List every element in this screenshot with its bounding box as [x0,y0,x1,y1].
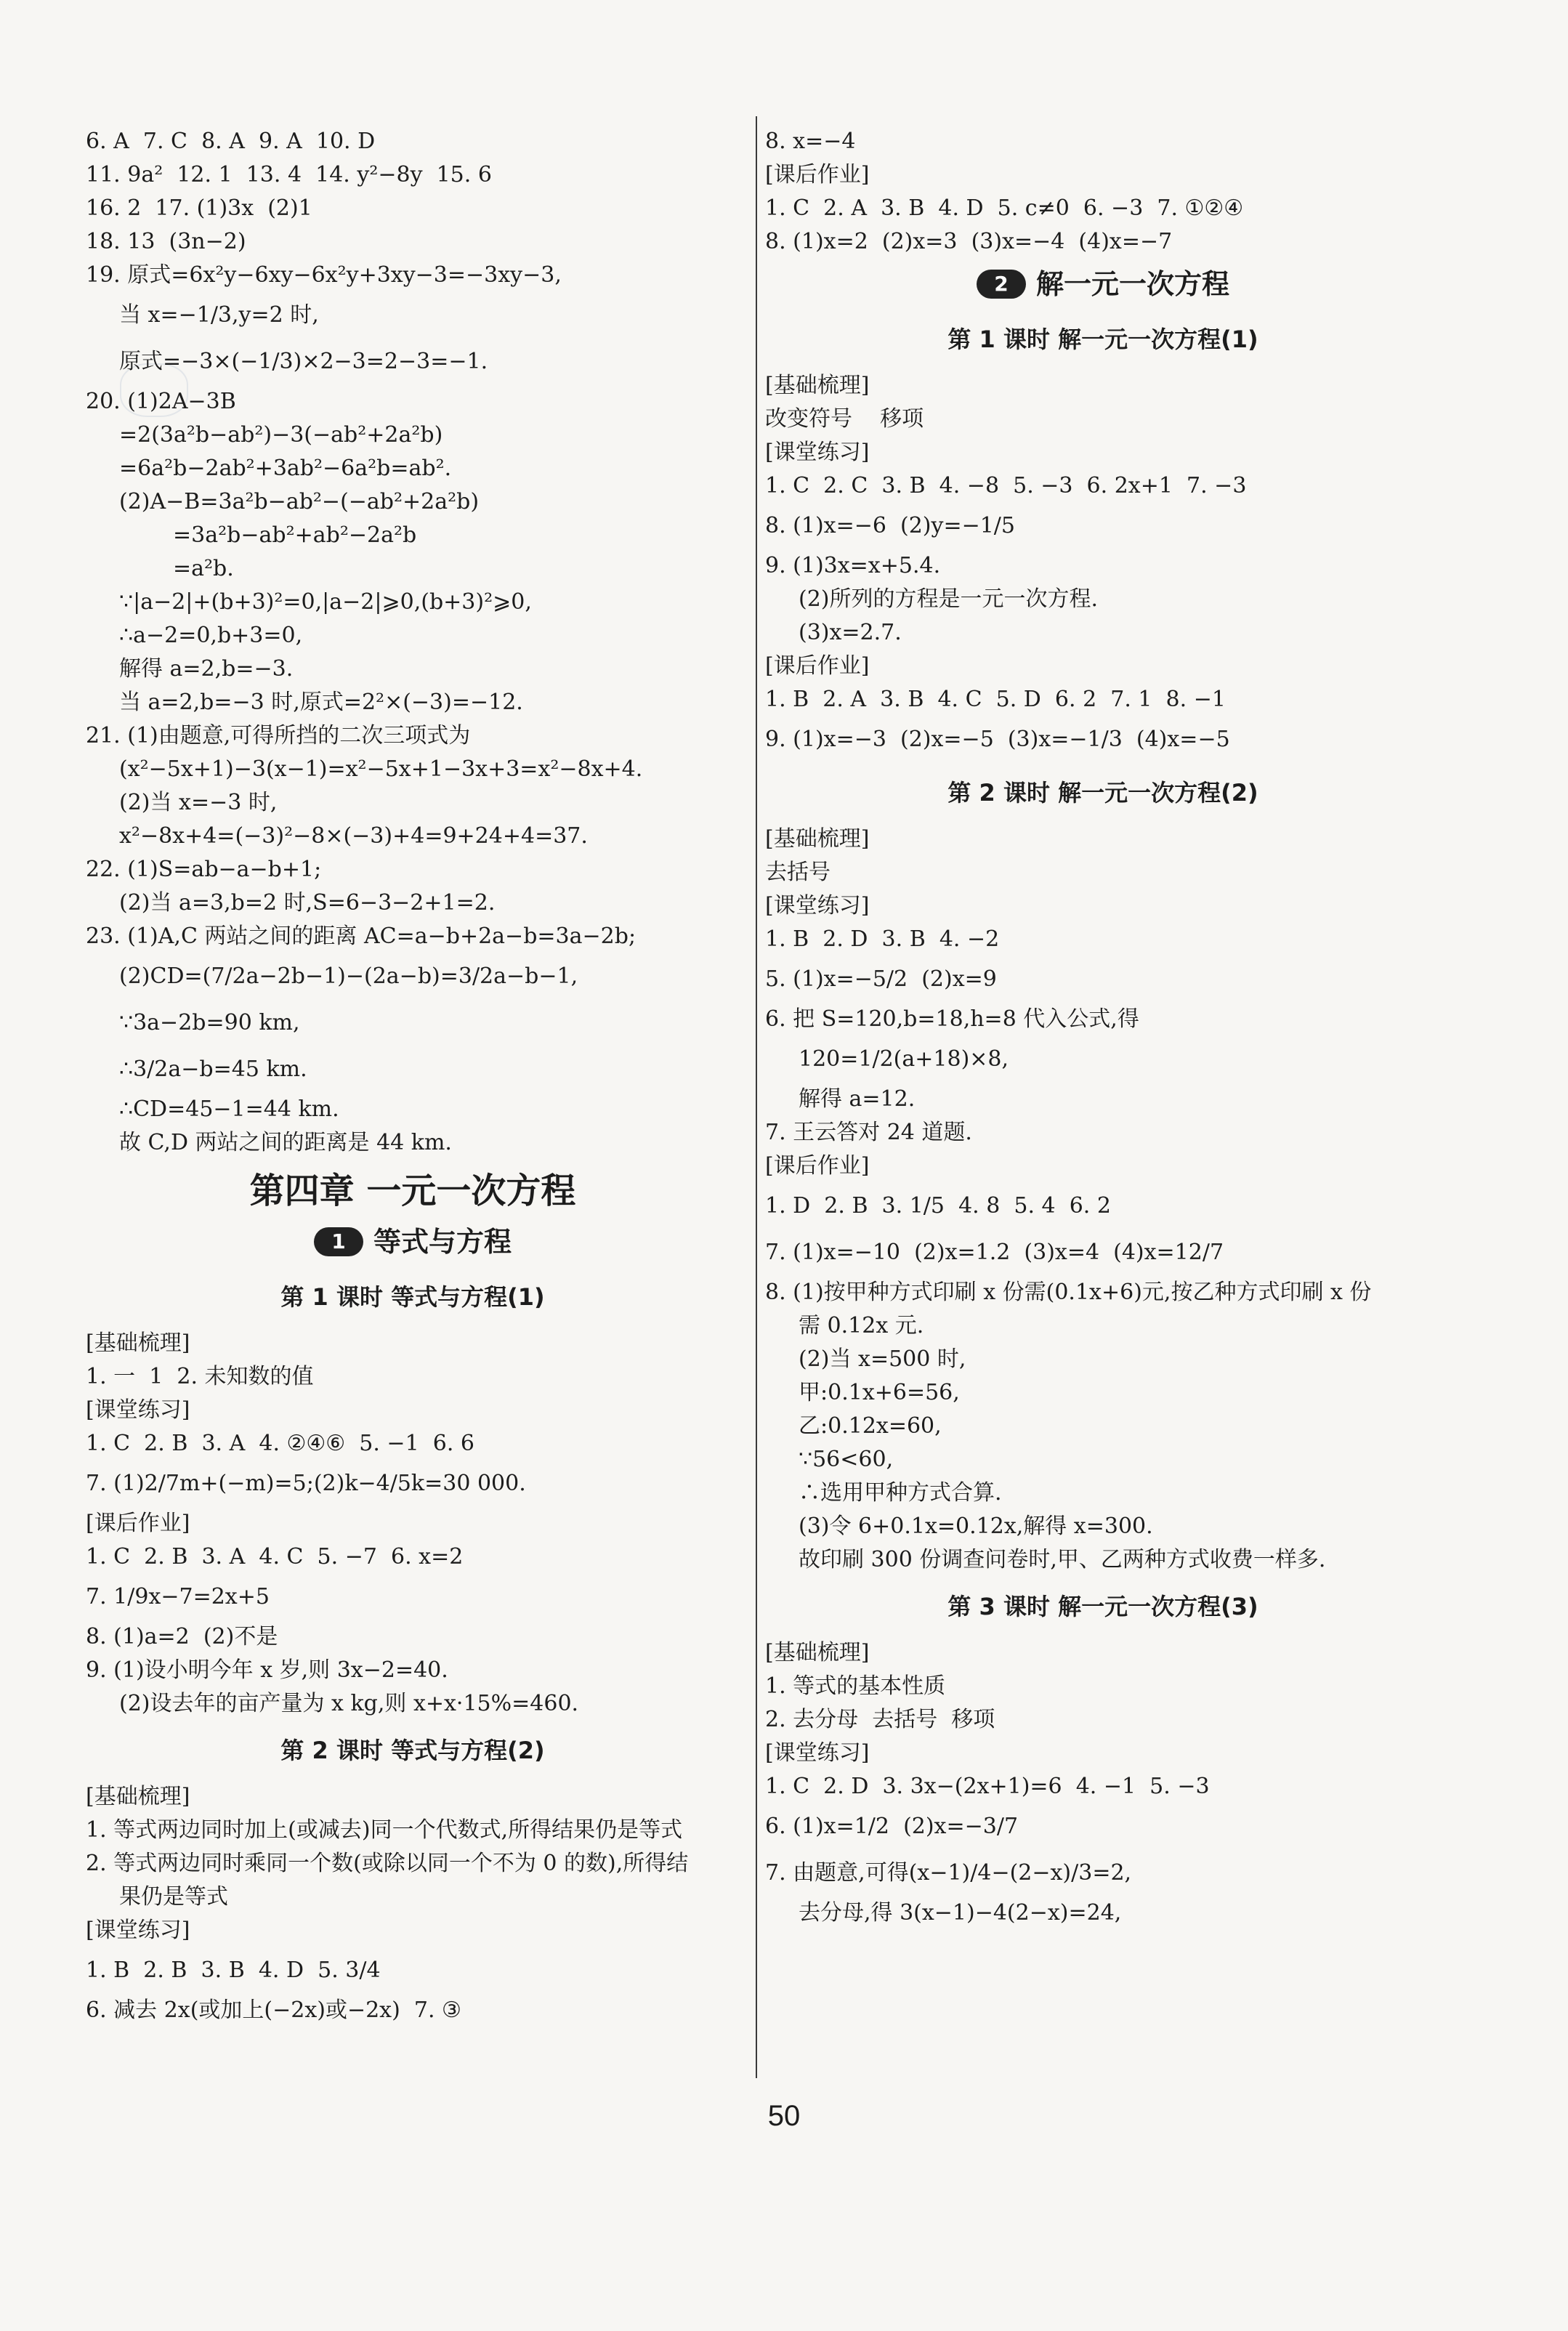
answer-line: ∵56<60, [799,1447,894,1472]
answer-line: 8. x=−4 [765,129,856,154]
answer-line: 6. 减去 2x(或加上(−2x)或−2x) 7. ③ [86,1997,461,2023]
answer-line: 当 x=−1/3,y=2 时, [119,302,319,328]
answer-line: 7. (1)x=−10 (2)x=1.2 (3)x=4 (4)x=12/7 [765,1240,1224,1265]
answer-line: 2. 去分母 去括号 移项 [765,1707,995,1732]
answer-line: 故印刷 300 份调查问卷时,甲、乙两种方式收费一样多. [799,1547,1326,1572]
exercise-tag: [课堂练习] [765,893,870,918]
answer-line: (2)当 x=500 时, [799,1346,966,1372]
exercise-tag: [课堂练习] [765,1740,870,1766]
answer-line: 故 C,D 两站之间的距离是 44 km. [119,1130,452,1155]
answer-line: 去括号 [765,860,831,885]
exercise-tag: [课后作业] [765,162,870,187]
answer-line: 1. D 2. B 3. 1/5 4. 8 5. 4 6. 2 [765,1193,1111,1219]
answer-line: (2)所列的方程是一元一次方程. [799,586,1099,612]
left-column [86,125,740,2027]
answer-line: 8. (1)a=2 (2)不是 [86,1624,278,1649]
section-heading [765,259,1441,310]
exercise-tag: [课堂练习] [86,1397,190,1423]
answer-line: 8. (1)按甲种方式印刷 x 份需(0.1x+6)元,按乙种方式印刷 x 份 [765,1280,1372,1305]
exercise-tag: [基础梳理] [765,373,870,398]
lesson-heading: 第 3 课时 解一元一次方程(3) [947,1593,1258,1620]
answer-line: 1. C 2. C 3. B 4. −8 5. −3 6. 2x+1 7. −3 [765,473,1247,498]
answer-line: (2)当 a=3,b=2 时,S=6−3−2+1=2. [119,890,496,916]
answer-line: =2(3a²b−ab²)−3(−ab²+2a²b) [119,422,443,448]
section-title: 解一元一次方程 [1035,268,1229,300]
column-divider [756,116,757,2078]
answer-line: 9. (1)x=−3 (2)x=−5 (3)x=−1/3 (4)x=−5 [765,727,1230,752]
answer-line: ∵3a−2b=90 km, [119,1010,300,1035]
answer-line: 9. (1)3x=x+5.4. [765,553,941,578]
answer-line: 1. B 2. A 3. B 4. C 5. D 6. 2 7. 1 8. −1 [765,687,1226,712]
answer-line: 22. (1)S=ab−a−b+1; [86,857,322,882]
answer-line: 6. (1)x=1/2 (2)x=−3/7 [765,1814,1019,1839]
answer-line: 20. (1)2A−3B [86,389,236,414]
answer-line: 需 0.12x 元. [799,1313,924,1338]
lesson-heading: 第 2 课时 等式与方程(2) [280,1737,545,1764]
answer-line: (x²−5x+1)−3(x−1)=x²−5x+1−3x+3=x²−8x+4. [119,756,643,782]
lesson-heading: 第 1 课时 等式与方程(1) [280,1283,545,1311]
answer-line: (3)令 6+0.1x=0.12x,解得 x=300. [799,1514,1153,1539]
answer-line: 16. 2 17. (1)3x (2)1 [86,195,312,221]
section-heading [86,1216,740,1267]
answer-line: 19. 原式=6x²y−6xy−6x²y+3xy−3=−3xy−3, [86,262,562,288]
answer-line: 当 a=2,b=−3 时,原式=2²×(−3)=−12. [119,690,523,715]
section-number-badge: 2 [977,270,1026,299]
answer-line: (2)当 x=−3 时, [119,790,278,815]
exercise-tag: [基础梳理] [86,1784,190,1809]
answer-line: (2)设去年的亩产量为 x kg,则 x+x·15%=460. [119,1691,579,1716]
answer-line: ∴选用甲种方式合算. [799,1480,1002,1506]
answer-line: 11. 9a² 12. 1 13. 4 14. y²−8y 15. 6 [86,162,492,187]
answer-line: 解得 a=2,b=−3. [119,656,294,682]
exercise-tag: [课后作业] [86,1511,190,1536]
answer-line: 甲:0.1x+6=56, [799,1380,960,1405]
answer-line: 乙:0.12x=60, [799,1413,942,1439]
answer-line: 1. 一 1 2. 未知数的值 [86,1364,314,1389]
answer-line: 6. 把 S=120,b=18,h=8 代入公式,得 [765,1006,1139,1032]
answer-line: 解得 a=12. [799,1086,916,1112]
answer-line: 1. B 2. B 3. B 4. D 5. 3/4 [86,1958,381,1983]
answer-line: ∴CD=45−1=44 km. [119,1096,339,1122]
chapter-title: 第四章 一元一次方程 [249,1171,576,1211]
answer-line: =6a²b−2ab²+3ab²−6a²b=ab². [119,456,452,481]
answer-line: 5. (1)x=−5/2 (2)x=9 [765,966,997,992]
answer-line: 23. (1)A,C 两站之间的距离 AC=a−b+2a−b=3a−2b; [86,924,637,949]
answer-line: =a²b. [173,556,234,581]
answer-line: 1. C 2. A 3. B 4. D 5. c≠0 6. −3 7. ①②④ [765,195,1244,221]
answer-line: 1. C 2. B 3. A 4. C 5. −7 6. x=2 [86,1544,464,1570]
page-number: 50 [767,2100,801,2132]
exercise-tag: [基础梳理] [765,826,870,852]
lesson-heading: 第 1 课时 解一元一次方程(1) [947,326,1258,353]
answer-line: 2. 等式两边同时乘同一个数(或除以同一个不为 0 的数),所得结 [86,1851,689,1876]
answer-line: 果仍是等式 [119,1884,228,1910]
answer-line: 1. C 2. B 3. A 4. ②④⑥ 5. −1 6. 6 [86,1431,474,1456]
answer-line: x²−8x+4=(−3)²−8×(−3)+4=9+24+4=37. [119,823,588,849]
answer-line: 7. (1)2/7m+(−m)=5;(2)k−4/5k=30 000. [86,1471,526,1496]
lesson-heading: 第 2 课时 解一元一次方程(2) [947,779,1258,807]
answer-line: =3a²b−ab²+ab²−2a²b [173,522,417,548]
answer-line: 120=1/2(a+18)×8, [799,1046,1009,1072]
section-number-badge: 1 [314,1227,363,1256]
answer-line: (3)x=2.7. [799,620,902,645]
exercise-tag: [基础梳理] [86,1330,190,1356]
answer-line: 18. 13 (3n−2) [86,229,246,254]
answer-line: 1. 等式两边同时加上(或减去)同一个代数式,所得结果仍是等式 [86,1817,683,1843]
answer-line: 去分母,得 3(x−1)−4(2−x)=24, [799,1900,1122,1926]
answer-line: ∴a−2=0,b+3=0, [119,623,303,648]
answer-line: (2)CD=(7/2a−2b−1)−(2a−b)=3/2a−b−1, [119,963,578,989]
answer-line: 改变符号 移项 [765,406,924,432]
answer-line: 7. 1/9x−7=2x+5 [86,1584,270,1609]
section-title: 等式与方程 [373,1226,512,1258]
answer-line: 7. 由题意,可得(x−1)/4−(2−x)/3=2, [765,1860,1132,1886]
right-column [765,125,1441,1930]
answer-line: 8. (1)x=−6 (2)y=−1/5 [765,513,1016,538]
answer-line: 1. 等式的基本性质 [765,1673,946,1699]
exercise-tag: [基础梳理] [765,1640,870,1665]
answer-line: 1. C 2. D 3. 3x−(2x+1)=6 4. −1 5. −3 [765,1774,1210,1799]
answer-line: 1. B 2. D 3. B 4. −2 [765,926,1000,952]
answer-line: 7. 王云答对 24 道题. [765,1120,972,1145]
answer-line: ∴3/2a−b=45 km. [119,1057,307,1082]
answer-line: 原式=−3×(−1/3)×2−3=2−3=−1. [119,349,488,374]
answer-line: 21. (1)由题意,可得所挡的二次三项式为 [86,723,471,748]
answer-line: (2)A−B=3a²b−ab²−(−ab²+2a²b) [119,489,480,514]
answer-line: 8. (1)x=2 (2)x=3 (3)x=−4 (4)x=−7 [765,229,1173,254]
exercise-tag: [课堂练习] [765,440,870,465]
answer-line: ∵|a−2|+(b+3)²=0,|a−2|⩾0,(b+3)²⩾0, [119,589,532,615]
answer-line: 9. (1)设小明今年 x 岁,则 3x−2=40. [86,1657,448,1683]
answer-line: 6. A 7. C 8. A 9. A 10. D [86,129,376,154]
exercise-tag: [课堂练习] [86,1918,190,1943]
exercise-tag: [课后作业] [765,653,870,679]
exercise-tag: [课后作业] [765,1153,870,1179]
